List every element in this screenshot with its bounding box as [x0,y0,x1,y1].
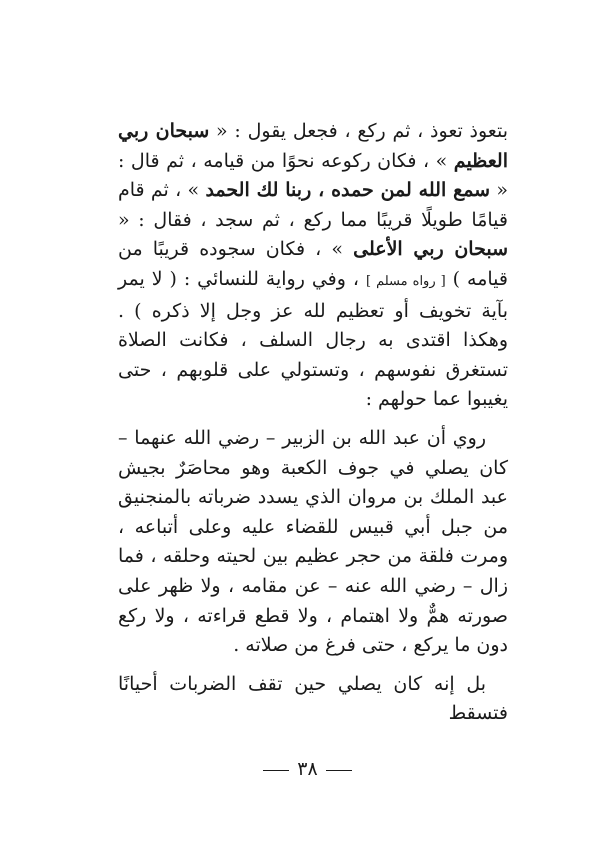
bold-phrase: سبحان ربي الأعلى [353,238,508,261]
text-run: » ، فكان سجوده قريبًا من قيامه ) [118,238,508,290]
footer-dash-left [263,770,289,771]
paragraph-3 [118,670,508,729]
paragraph-1 [118,117,508,415]
text-run: » ، فكان ركوعه نحوًا من قيامه ، ثم قال : « [118,149,509,202]
text-run: » ، ثم قام قيامًا طويلًا قريبًا مما ركع ، ثم سجد ، فقال : « [118,179,508,231]
text-run: بل إنه كان يصلي حين تقف الضربات أحيانًا فتسقط [118,672,508,725]
bold-phrase: سبحان ربي العظيم [118,120,508,172]
citation-text: [ رواه مسلم ] [365,273,446,289]
body-text [118,117,508,729]
text-run: بتعوذ تعوذ ، ثم ركع ، فجعل يقول : « [209,120,508,142]
text-run: ، وفي رواية للنسائي : ( لا يمر بآية تخويف أو تعظيم لله عز وجل إلا ذكره ) . وهكذا اقتدى به رجال السلف ، فكانت الصلاة تستغرق نفوسهم ، وتستولي على قلوبهم ، حتى يغيبوا عما حولهم : [118,267,508,411]
footer-dash-right [326,770,352,771]
page-footer [0,758,615,780]
bold-phrase: سمع الله لمن حمده ، ربنا لك الحمد [205,179,491,202]
page-number: ٣٨ [297,758,318,780]
paragraph-2 [118,424,508,661]
text-run: روي أن عبد الله بن الزبير – رضي الله عنهما – كان يصلي في جوف الكعبة وهو محاصَرٌ بجيش عبد الملك بن مروان الذي يسدد ضرباته بالمنجنيق من جبل أبي قبيس للقضاء عليه وعلى أتباعه ، ومرت فلقة من حجر عظيم بين لحيته وحلقه ، فما زال – رضي الله عنه – عن مقامه ، ولا ظهر على صورته همٌّ ولا اهتمام ، ولا قطع قراءته ، ولا ركع دون ما يركع ، حتى فرغ من صلاته . [118,426,508,657]
